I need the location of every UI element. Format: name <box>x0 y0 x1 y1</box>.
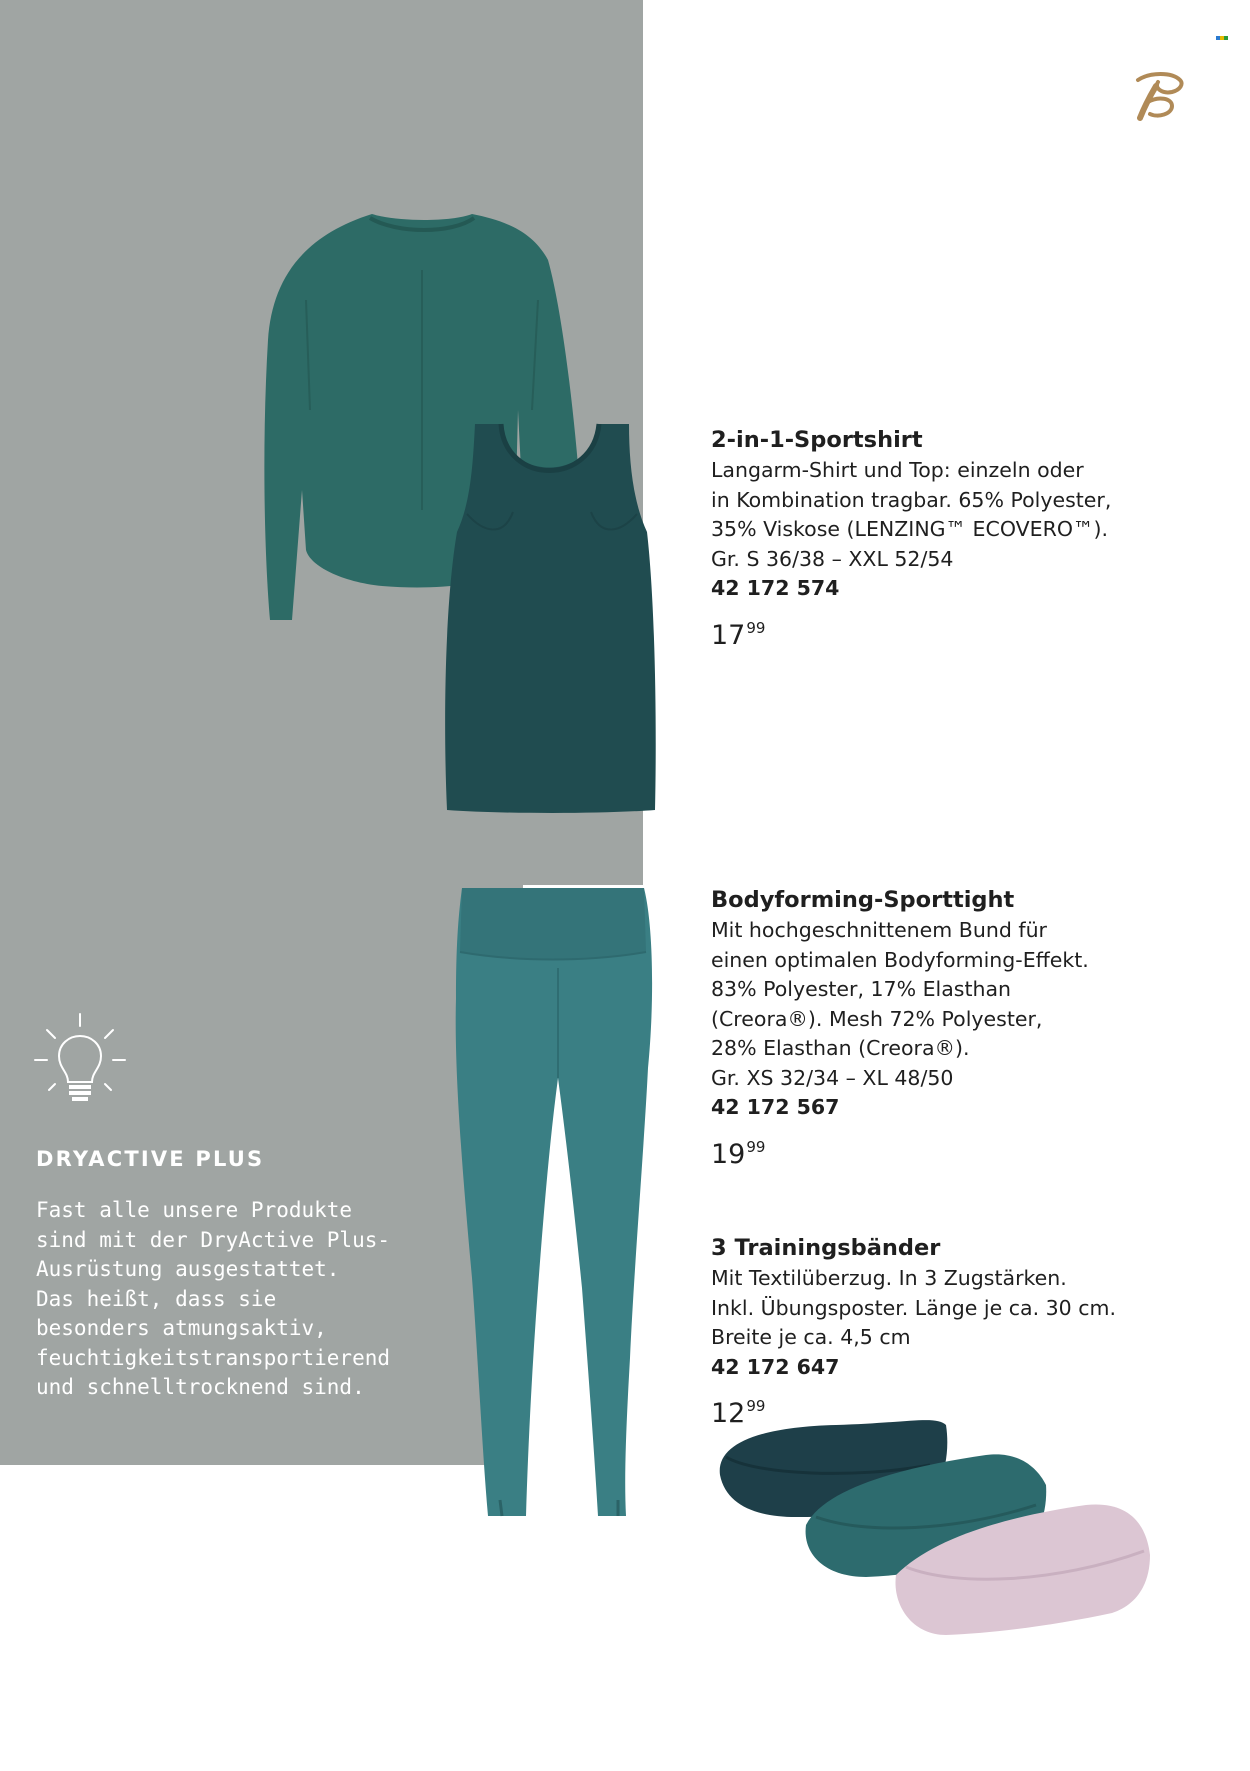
product-trainingsbaender <box>711 1232 1151 1430</box>
price-main: 12 <box>711 1398 746 1429</box>
product-description-line: 35% Viskose (LENZING™ ECOVERO™). <box>711 517 1108 541</box>
price-main: 19 <box>711 1138 746 1170</box>
training-bands-image <box>716 1405 1156 1640</box>
product-sportshirt <box>711 424 1151 652</box>
dryactive-title: DRYACTIVE PLUS <box>36 1147 265 1171</box>
product-description-line: (Creora®). Mesh 72% Polyester, <box>711 1006 1043 1031</box>
product-title: 3 Trainingsbänder <box>711 1235 941 1261</box>
product-price <box>711 1131 1151 1171</box>
product-price <box>711 1390 1151 1430</box>
price-main: 17 <box>711 619 746 651</box>
article-number: 42 172 647 <box>711 1354 840 1379</box>
article-number: 42 172 574 <box>711 576 840 600</box>
lightbulb-icon <box>33 1012 128 1107</box>
tank-top-image <box>443 422 661 814</box>
product-description-line: Langarm-Shirt und Top: einzeln oder <box>711 458 1084 482</box>
product-description-line: 28% Elasthan (Creora®). <box>711 1036 970 1060</box>
product-description-line: einen optimalen Bodyforming-Effekt. <box>711 947 1089 972</box>
price-cents: 99 <box>746 1397 766 1415</box>
product-title: Bodyforming-Sporttight <box>711 887 1015 913</box>
article-number: 42 172 567 <box>711 1095 840 1119</box>
product-price <box>711 612 1151 652</box>
product-description-line: Gr. S 36/38 – XXL 52/54 <box>711 546 954 571</box>
product-sporttight <box>711 884 1151 1171</box>
price-cents: 99 <box>746 1137 766 1156</box>
color-dot <box>1224 36 1228 40</box>
product-description-line: Mit Textilüberzug. In 3 Zugstärken. <box>711 1266 1067 1290</box>
product-description-line: Gr. XS 32/34 – XL 48/50 <box>711 1065 954 1090</box>
dryactive-text: Fast alle unsere Produkte sind mit der DryActive Plus- Ausrüstung ausgestattet. Das heißt, dass sie besonders atmungsaktiv, feuchtigkeitstransportierend und schnelltrocknend sind. <box>36 1198 391 1399</box>
product-title: 2-in-1-Sportshirt <box>711 427 923 453</box>
product-description-line: in Kombination tragbar. 65% Polyester, <box>711 487 1112 512</box>
product-description-line: Mit hochgeschnittenem Bund für <box>711 918 1047 942</box>
product-description-line: Inkl. Übungsposter. Länge je ca. 30 cm. <box>711 1295 1116 1320</box>
price-cents: 99 <box>746 618 766 637</box>
product-description-line: 83% Polyester, 17% Elasthan <box>711 977 1012 1001</box>
product-description-line: Breite je ca. 4,5 cm <box>711 1325 911 1349</box>
tchibo-logo-icon <box>1128 66 1186 124</box>
